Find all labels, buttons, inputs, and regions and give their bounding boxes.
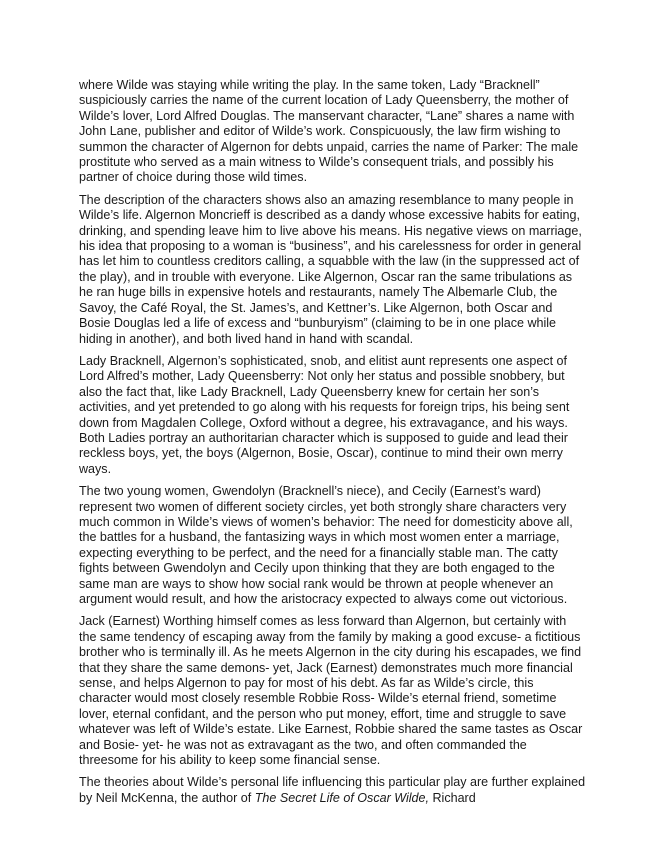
book-title: The Secret Life of Oscar Wilde, — [254, 790, 429, 805]
paragraph-characters: The description of the characters shows also an amazing resemblance to many people in Wilde’s life. Algernon Moncrieff is described as a dandy whose excessive habits for eating, drinking, and spending leave him to live above his means. His negative views on marriage, his idea that proposing to a woman is “business”, and his carelessness for order in general has let him to countless creditors calling, a squabble with the law (in the suppressed act of the play), and in trouble with everyone. Like Algernon, Oscar ran the same tribulations as he ran huge bills in expensive hotels and restaurants, namely The Albemarle Club, the Savoy, the Café Royal, the St. James’s, and Kettner’s. Like Algernon, both Oscar and Bosie Douglas led a life of excess and “bunburyism” (claiming to be in one place while hiding in another), and both lived hand in hand with scandal. — [79, 192, 582, 346]
document-page — [79, 78, 587, 806]
paragraph-theories — [79, 775, 587, 806]
paragraph-young-women: The two young women, Gwendolyn (Bracknell’s niece), and Cecily (Earnest’s ward) represent two women of different society circles, yet both strongly share characters very much common in Wilde’s views of women’s behavior: The need for domesticity above all, the battles for a husband, the fantasizing ways in which most women enter a marriage, expecting everything to be perfect, and the need for a financially stable man. The catty fights between Gwendolyn and Cecily upon thinking that they are both engaged to the same man are ways to show how social rank would be thrown at people whenever an argument would result, and how the aristocracy expected to always come out victorious. — [79, 484, 573, 606]
paragraph-names: where Wilde was staying while writing the play. In the same token, Lady “Bracknell” suspiciously carries the name of the current location of Lady Queensberry, the mother of Wilde’s lover, Lord Alfred Douglas. The manservant character, “Lane” shares a name with John Lane, publisher and editor of Wilde’s work. Conspicuously, the law firm wishing to summon the character of Algernon for debts unpaid, carries the name of Parker: The male prostitute who served as a main witness to Wilde’s consequent trials, and possibly his partner of choice during those wild times. — [79, 78, 579, 185]
paragraph-jack-earnest: Jack (Earnest) Worthing himself comes as less forward than Algernon, but certainly with the same tendency of escaping away from the family by making a good excuse- a fictitious brother who is terminally ill. As he meets Algernon in the city during his escapades, we find that they share the same demons- yet, Jack (Earnest) demonstrates much more financial sense, and helps Algernon to pay for most of his debt. As far as Wilde’s circle, this character would most closely resemble Robbie Ross- Wilde’s eternal friend, sometime lover, eternal confidant, and the person who put money, effort, time and struggle to save whatever was left of Wilde’s estate. Like Earnest, Robbie shared the same tastes as Oscar and Bosie- yet- he was not as extravagant as the two, and often commanded the threesome for his ability to keep some financial sense. — [79, 614, 583, 768]
theories-text-start: The theories about Wilde’s personal life influencing this particular play are further explained by Neil McKenna, the author of — [79, 775, 586, 805]
paragraph-lady-bracknell: Lady Bracknell, Algernon’s sophisticated, snob, and elitist aunt represents one aspect of Lord Alfred’s mother, Lady Queensberry: Not only her status and possible snobbery, but also the fact that, like Lady Bracknell, Lady Queensberry knew for certain her son’s activities, and yet pretended to go along with his requests for foreign trips, his being sent down from Magdalen College, Oxford without a degree, his extravagance, and his ways. Both Ladies portray an authoritarian character which is supposed to guide and lead their reckless boys, yet, the boys (Algernon, Bosie, Oscar), continue to mind their own merry ways. — [79, 353, 570, 476]
theories-text-end: Richard — [428, 790, 476, 805]
